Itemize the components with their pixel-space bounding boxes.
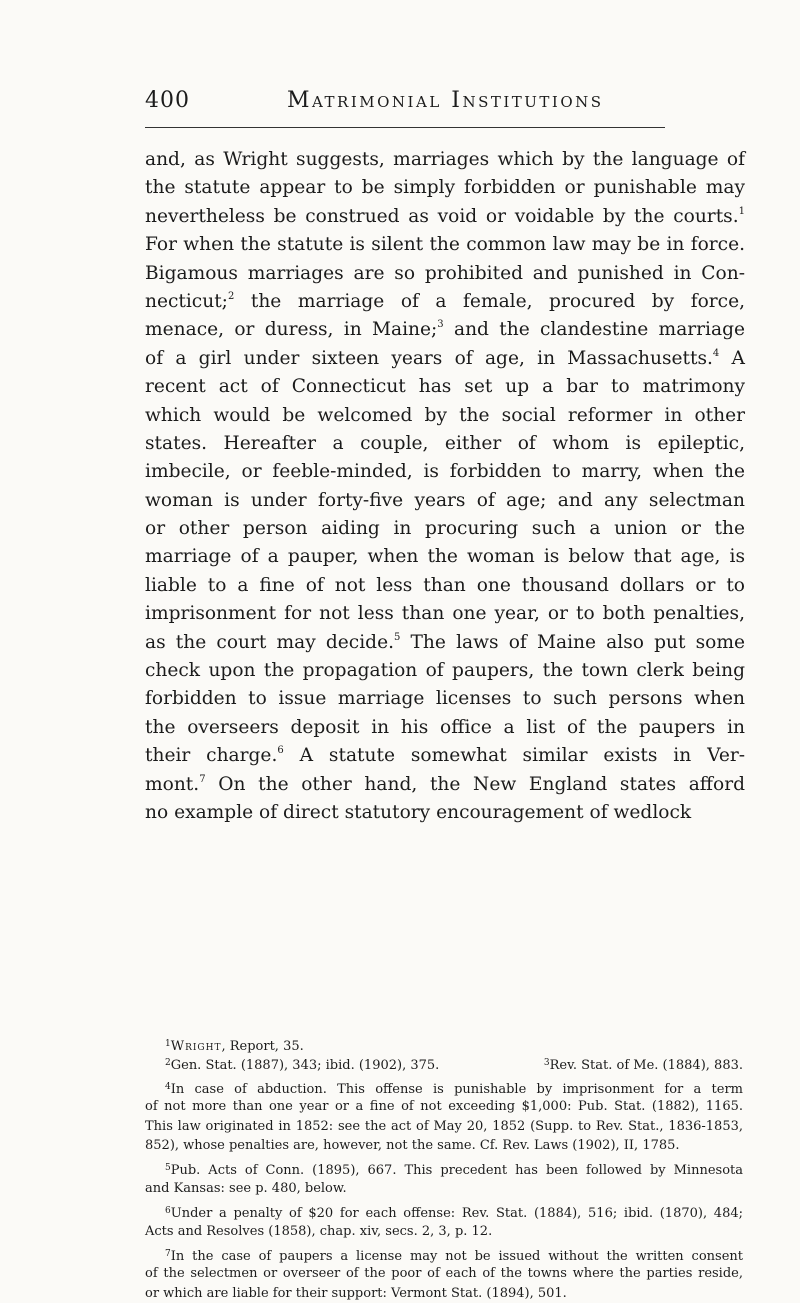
footnote-line: and Kansas: see p. 480, below. — [145, 1180, 347, 1196]
footnote-7: $^7$In the case of paupers a license may not be issued without the written consent — [165, 1248, 743, 1264]
footnote-ref[interactable]: 4 — [712, 347, 720, 359]
footnote-line: or which are liable for their support: Vermont Stat. (1894), 501. — [145, 1285, 567, 1301]
footnote-line: Acts and Resolves (1858), chap. xiv, secs. 2, 3, p. 12. — [145, 1223, 493, 1239]
text-line: recent act of Connecticut has set up a bar to matrimony — [145, 376, 745, 398]
footnote-line: 852), whose penalties are, however, not the same. Cf. Rev. Laws (1902), II, 1785. — [145, 1137, 680, 1153]
footnote-3: $^3$Rev. Stat. of Me. (1884), 883. — [543, 1058, 743, 1074]
text-line: nevertheless be construed as void or voidable by the courts.$^1$ — [145, 205, 745, 227]
text-line: forbidden to issue marriage licenses to such persons when — [145, 688, 745, 710]
footnote-line: of the selectmen or overseer of the poor of each of the towns where the parties reside, — [145, 1266, 743, 1282]
text-line: the overseers deposit in his office a list of the paupers in — [145, 716, 745, 738]
footnote-ref[interactable]: 3 — [437, 319, 444, 331]
page-header — [145, 88, 665, 128]
text-line: imbecile, or feeble-minded, is forbidden to marry, when the — [145, 461, 745, 483]
text-line: which would be welcomed by the social reformer in other — [145, 404, 745, 426]
footnote-1: $^1$Wright, Report, 35. — [165, 1039, 304, 1054]
text-line: woman is under forty-five years of age; and any selectman — [145, 489, 745, 511]
footnote-ref[interactable]: 1 — [738, 205, 745, 217]
footnote-line: This law originated in 1852: see the act of May 20, 1852 (Supp. to Rev. Stat., 1836-1853, — [145, 1118, 743, 1134]
header-rule — [145, 127, 665, 128]
footnotes — [145, 1035, 743, 1303]
footnote-2-3-row — [145, 1054, 743, 1073]
text-line: check upon the propagation of paupers, the town clerk being — [145, 660, 745, 682]
text-line: as the court may decide.$^5$ The laws of Maine also put some — [145, 631, 745, 653]
text-line: necticut;$^2$ the marriage of a female, procured by force, — [145, 290, 745, 312]
text-line: their charge.$^6$ A statute somewhat similar exists in Ver- — [145, 745, 745, 767]
text-line: of a girl under sixteen years of age, in Massachusetts.$^4$ A — [145, 347, 745, 369]
footnote-line: of not more than one year or a fine of not exceeding $1,000: Pub. Stat. (1882), 1165. — [145, 1099, 743, 1115]
footnote-4: $^4$In case of abduction. This offense is punishable by imprisonment for a term — [165, 1081, 743, 1097]
footnote-ref[interactable]: 2 — [227, 290, 235, 302]
text-line: or other person aiding in procuring such a union or the — [145, 518, 745, 540]
text-line: liable to a fine of not less than one thousand dollars or to — [145, 574, 745, 596]
text-line: mont.$^7$ On the other hand, the New England states afford — [145, 773, 745, 795]
text-line: For when the statute is silent the common law may be in force. — [145, 234, 745, 256]
running-title: Matrimonial Institutions — [287, 88, 604, 113]
footnote-ref[interactable]: 6 — [277, 745, 284, 757]
footnote-ref[interactable]: 7 — [199, 773, 206, 785]
footnote-ref[interactable]: 5 — [393, 631, 401, 643]
text-line: the statute appear to be simply forbidden or punishable may — [145, 177, 745, 199]
text-line: marriage of a pauper, when the woman is below that age, is — [145, 546, 745, 568]
footnote-6: $^6$Under a penalty of $20 for each offense: Rev. Stat. (1884), 516; ibid. (1870), 484; — [165, 1206, 743, 1222]
text-line: and, as Wright suggests, marriages which by the language of — [145, 149, 745, 170]
footnote-2: $^2$Gen. Stat. (1887), 343; ibid. (1902), 375. — [165, 1058, 440, 1074]
text-line: menace, or duress, in Maine;$^3$ and the clandestine marriage — [145, 319, 745, 341]
text-line: no example of direct statutory encouragement of wedlock — [145, 801, 692, 823]
footnote-5: $^5$Pub. Acts of Conn. (1895), 667. This precedent has been followed by Minnesota — [165, 1163, 743, 1179]
page-number: 400 — [145, 88, 190, 113]
text-line: Bigamous marriages are so prohibited and punished in Con- — [145, 262, 745, 284]
main-text — [145, 146, 745, 827]
text-line: imprisonment for not less than one year, or to both penalties, — [145, 603, 745, 625]
text-line: states. Hereafter a couple, either of whom is epileptic, — [145, 432, 745, 454]
